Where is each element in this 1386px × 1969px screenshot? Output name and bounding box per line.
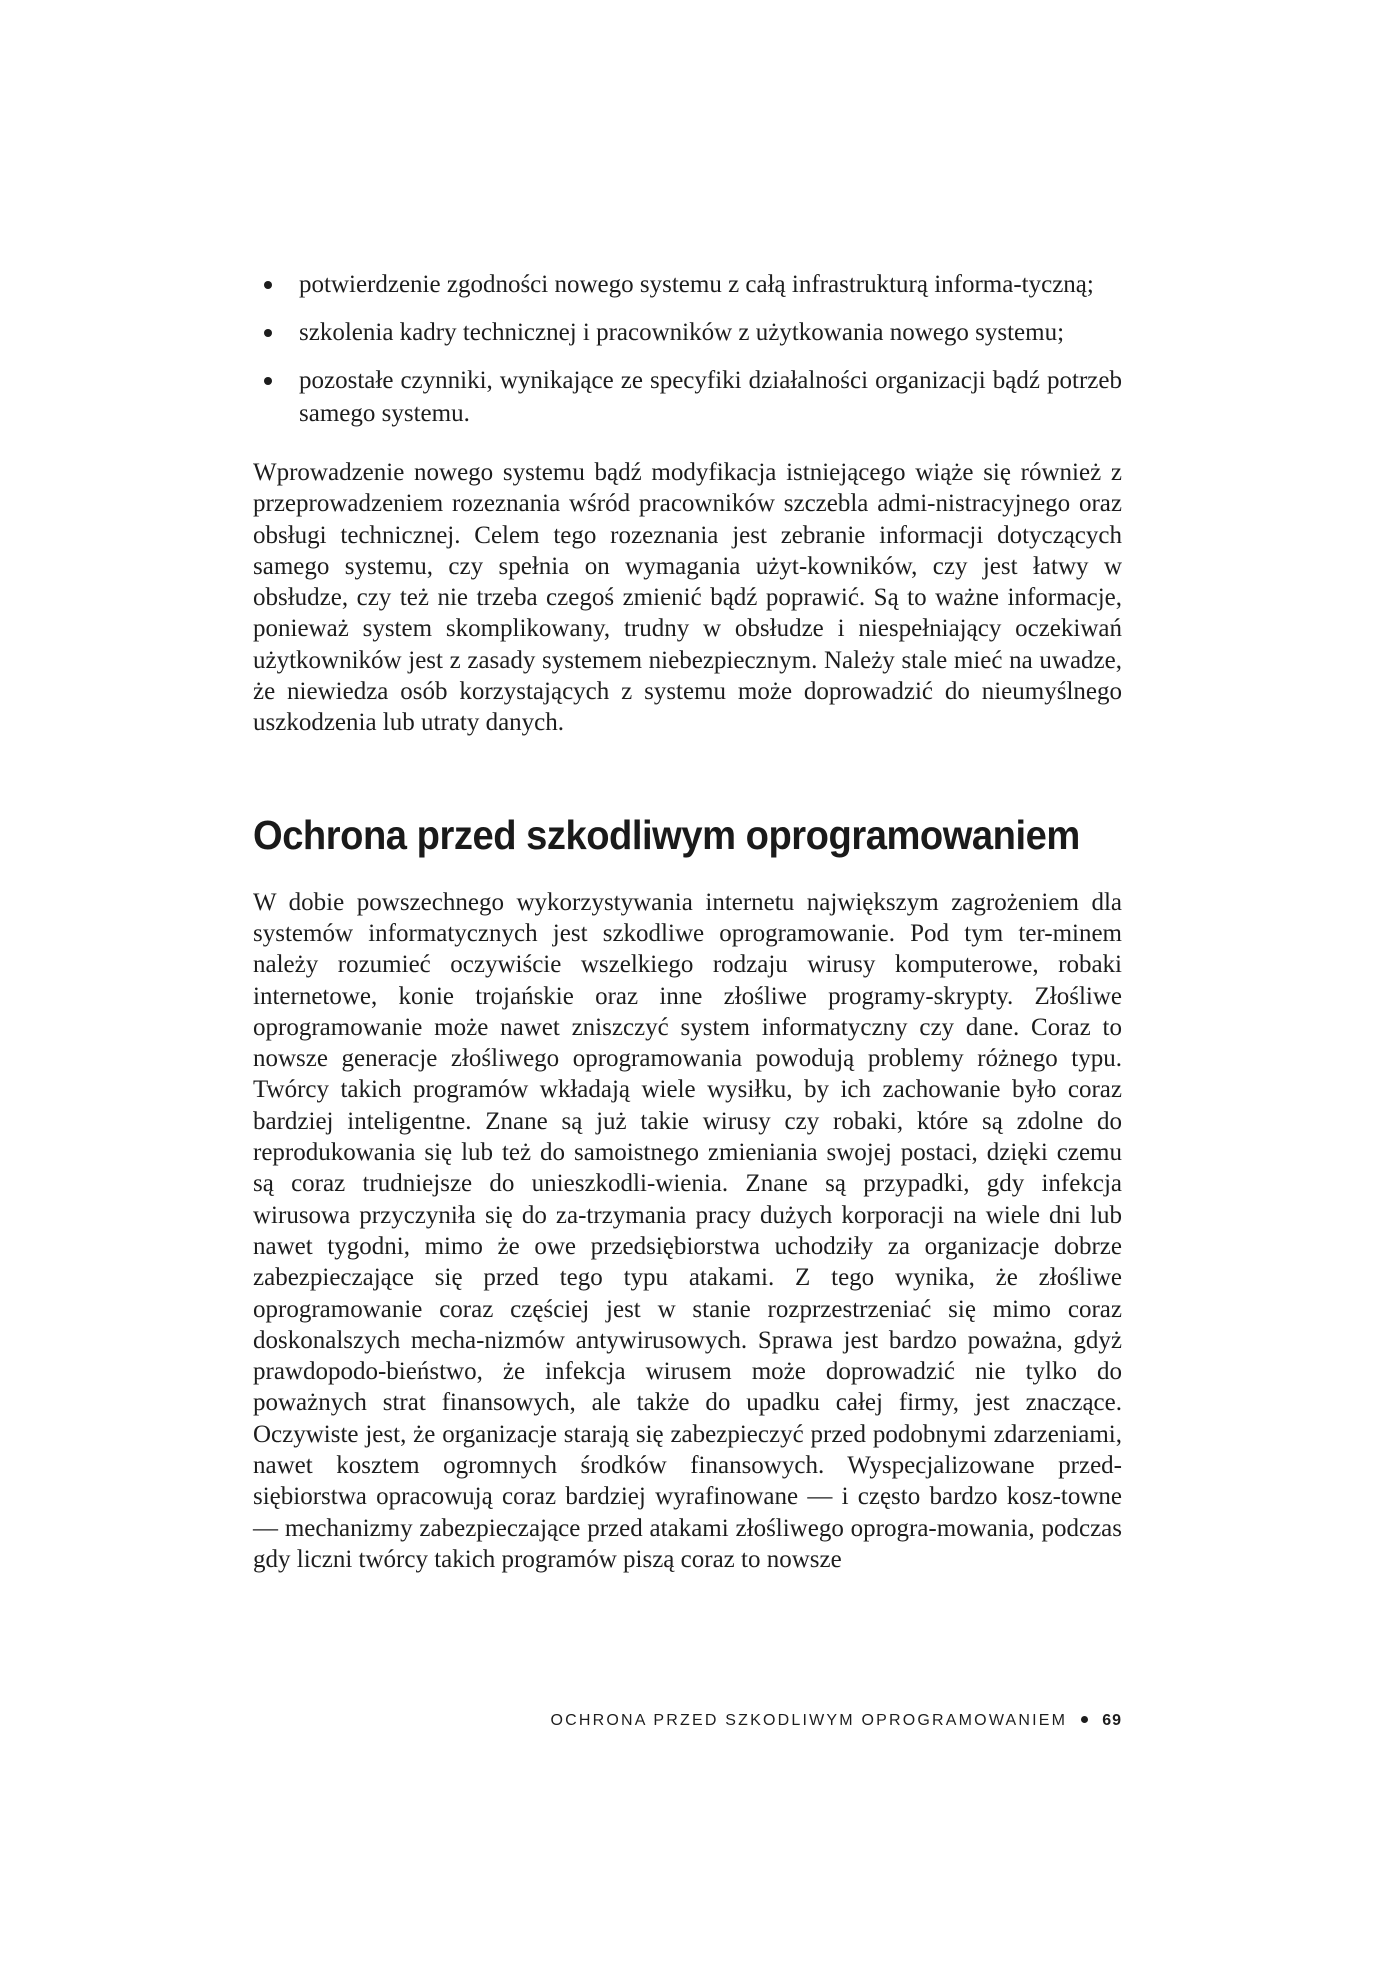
bullet-list <box>253 268 1122 430</box>
running-title: OCHRONA PRZED SZKODLIWYM OPROGRAMOWANIEM <box>550 1712 1068 1729</box>
bullet-icon <box>264 329 272 337</box>
list-item-text: potwierdzenie zgodności nowego systemu z całą infrastrukturą informa-tyczną; <box>299 271 1094 298</box>
page-number: 69 <box>1102 1712 1122 1729</box>
bullet-icon <box>264 281 272 289</box>
page-footer <box>253 1712 1122 1730</box>
list-item <box>253 268 1122 301</box>
body-paragraph: Wprowadzenie nowego systemu bądź modyfikacja istniejącego wiąże się również z przeprowadzeniem rozeznania wśród pracowników szczebla admi-nistracyjnego oraz obsługi technicznej. Celem tego rozeznania jest zebranie informacji dotyczących samego systemu, czy spełnia on wymagania użyt-kowników, czy jest łatwy w obsłudze, czy też nie trzeba czegoś zmienić bądź poprawić. Są to ważne informacje, ponieważ system skomplikowany, trudny w obsłudze i niespełniający oczekiwań użytkowników jest z zasady systemem niebezpiecznym. Należy stale mieć na uwadze, że niewiedza osób korzystających z systemu może doprowadzić do nieumyślnego uszkodzenia lub utraty danych. <box>253 459 1122 737</box>
bullet-icon <box>264 377 272 385</box>
list-item-text: pozostałe czynniki, wynikające ze specyfiki działalności organizacji bądź potrzeb samego systemu. <box>299 367 1122 427</box>
bullet-separator-icon <box>1081 1716 1088 1723</box>
list-item <box>253 364 1122 430</box>
body-paragraph: W dobie powszechnego wykorzystywania internetu największym zagrożeniem dla systemów informatycznych jest szkodliwe oprogramowanie. Pod tym ter-minem należy rozumieć oczywiście wszelkiego rodzaju wirusy komputerowe, robaki internetowe, konie trojańskie oraz inne złośliwe programy-skrypty. Złośliwe oprogramowanie może nawet zniszczyć system informatyczny czy dane. Coraz to nowsze generacje złośliwego oprogramowania powodują problemy różnego typu. Twórcy takich programów wkładają wiele wysiłku, by ich zachowanie było coraz bardziej inteligentne. Znane są już takie wirusy czy robaki, które są zdolne do reprodukowania się lub też do samoistnego zmieniania swojej postaci, dzięki czemu są coraz trudniejsze do unieszkodli-wienia. Znane są przypadki, gdy infekcja wirusowa przyczyniła się do za-trzymania pracy dużych korporacji na wiele dni lub nawet tygodni, mimo że owe przedsiębiorstwa uchodziły za organizacje dobrze zabezpieczające się przed tego typu atakami. Z tego wynika, że złośliwe oprogramowanie coraz częściej jest w stanie rozprzestrzeniać się mimo coraz doskonalszych mecha-nizmów antywirusowych. Sprawa jest bardzo poważna, gdyż prawdopodo-bieństwo, że infekcja wirusem może doprowadzić nie tylko do poważnych strat finansowych, ale także do upadku całej firmy, jest znaczące. Oczywiste jest, że organizacje starają się zabezpieczyć przed podobnymi zdarzeniami, nawet kosztem ogromnych środków finansowych. Wyspecjalizowane przed-siębiorstwa opracowują coraz bardziej wyrafinowane — i często bardzo kosz-towne — mechanizmy zabezpieczające przed atakami złośliwego oprogra-mowania, podczas gdy liczni twórcy takich programów piszą coraz to nowsze <box>253 888 1122 1573</box>
page-content <box>253 268 1122 1575</box>
list-item <box>253 316 1122 349</box>
section-heading: Ochrona przed szkodliwym oprogramowaniem <box>253 811 1080 858</box>
list-item-text: szkolenia kadry technicznej i pracowników z użytkowania nowego systemu; <box>299 319 1065 346</box>
